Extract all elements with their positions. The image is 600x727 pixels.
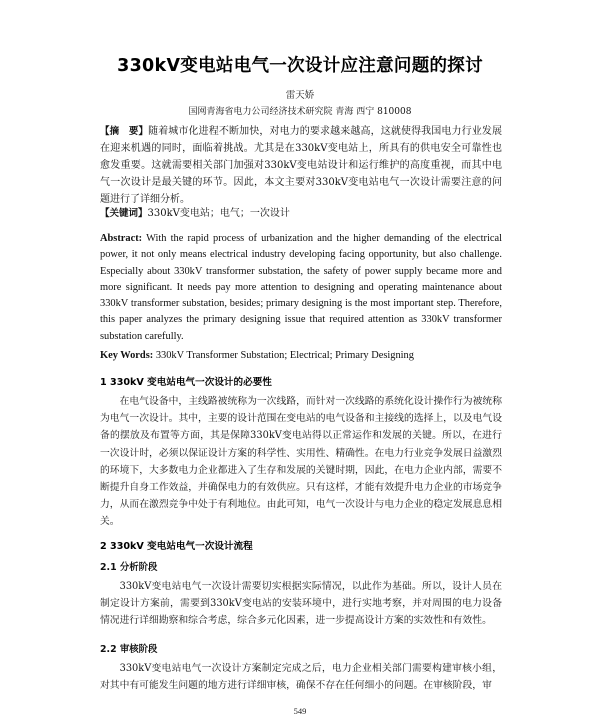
chinese-keywords (100, 206, 502, 222)
chinese-abstract-label: 【摘 要】 (100, 126, 149, 137)
section-1-heading: 1 330kV 变电站电气一次设计的必要性 (100, 377, 272, 388)
page-number: 549 (293, 706, 307, 716)
english-abstract-text: With the rapid process of urbanization and the higher demanding of the electrical power, it not only means electrical industry developing facing opportunity, but also challenge. Especially about 330kV transformer substation, the safety of power supply became more and more significant. It needs pay more attention to designing and operating maintenance about 330kV transformer substation, besides; primary designing is the most important step. Therefore, this paper analyzes the primary designing issue that required attention as 330kV transformer substation carefully. (100, 233, 502, 342)
english-keywords-text: 330kV Transformer Substation; Electrical; Primary Designing (155, 350, 414, 361)
section-2-heading: 2 330kV 变电站电气一次设计流程 (100, 541, 253, 552)
english-keywords (100, 348, 502, 364)
section-1-paragraph: 在电气设备中，主线路被统称为一次线路，而针对一次线路的系统化设计操作行为被统称为电气一次设计。其中，主要的设计范围在变电站的电气设备和主接线的选择上，以及电气设备的摆放及布置等方面，其是保障330kV变电站得以正常运作和发展的关键。所以，在进行一次设计时，必须以保证设计方案的科学性、实用性、精确性。在电力行业竞争发展日益激烈的环境下，大多数电力企业都进入了生存和发展的关键时期，因此，在电力企业内部，需要不断提升自身工作效益，并确保电力的有效供应。只有这样，才能有效提升电力企业的市场竞争力，从而在激烈竞争中处于有利地位。由此可知，电气一次设计与电力企业的稳定发展息息相关。 (100, 396, 502, 528)
paper-title: 330kV变电站电气一次设计应注意问题的探讨 (117, 56, 483, 76)
author-name: 雷天娇 (285, 90, 315, 101)
chinese-keywords-label: 【关键词】 (100, 208, 148, 219)
chinese-keywords-text: 330kV变电站；电气；一次设计 (147, 208, 290, 219)
section-2-1-heading: 2.1 分析阶段 (100, 562, 158, 573)
english-keywords-label: Key Words: (100, 350, 154, 361)
section-2-1-paragraph: 330kV变电站电气一次设计需要切实根据实际情况，以此作为基础。所以，设计人员在制定设计方案前，需要到330kV变电站的安装环境中，进行实地考察，并对周围的电力设备情况进行详细勘察和综合考虑，综合多元化因素，进一步提高设计方案的实效性和有效性。 (100, 581, 502, 627)
author-affiliation: 国网青海省电力公司经济技术研究院 青海 西宁 810008 (188, 107, 412, 117)
chinese-abstract (100, 123, 502, 208)
english-abstract-label: Abstract: (100, 233, 143, 244)
english-abstract (100, 231, 502, 345)
section-2-2-heading: 2.2 审核阶段 (100, 644, 158, 655)
section-2-2-paragraph: 330kV变电站电气一次设计方案制定完成之后，电力企业相关部门需要构建审核小组，对其中有可能发生问题的地方进行详细审核，确保不存在任何细小的问题。在审核阶段，审 (100, 663, 502, 692)
chinese-abstract-text: 随着城市化进程不断加快，对电力的要求越来越高，这就使得我国电力行业发展在迎来机遇的同时，面临着挑战。尤其是在330kV变电站上，所具有的供电安全可靠性也愈发重要。这就需要相关部门加强对330kV变电站设计和运行维护的高度重视，而其中电气一次设计是最关键的环节。因此，本文主要对330kV变电站电气一次设计需要注意的问题进行了详细分析。 (100, 126, 502, 205)
